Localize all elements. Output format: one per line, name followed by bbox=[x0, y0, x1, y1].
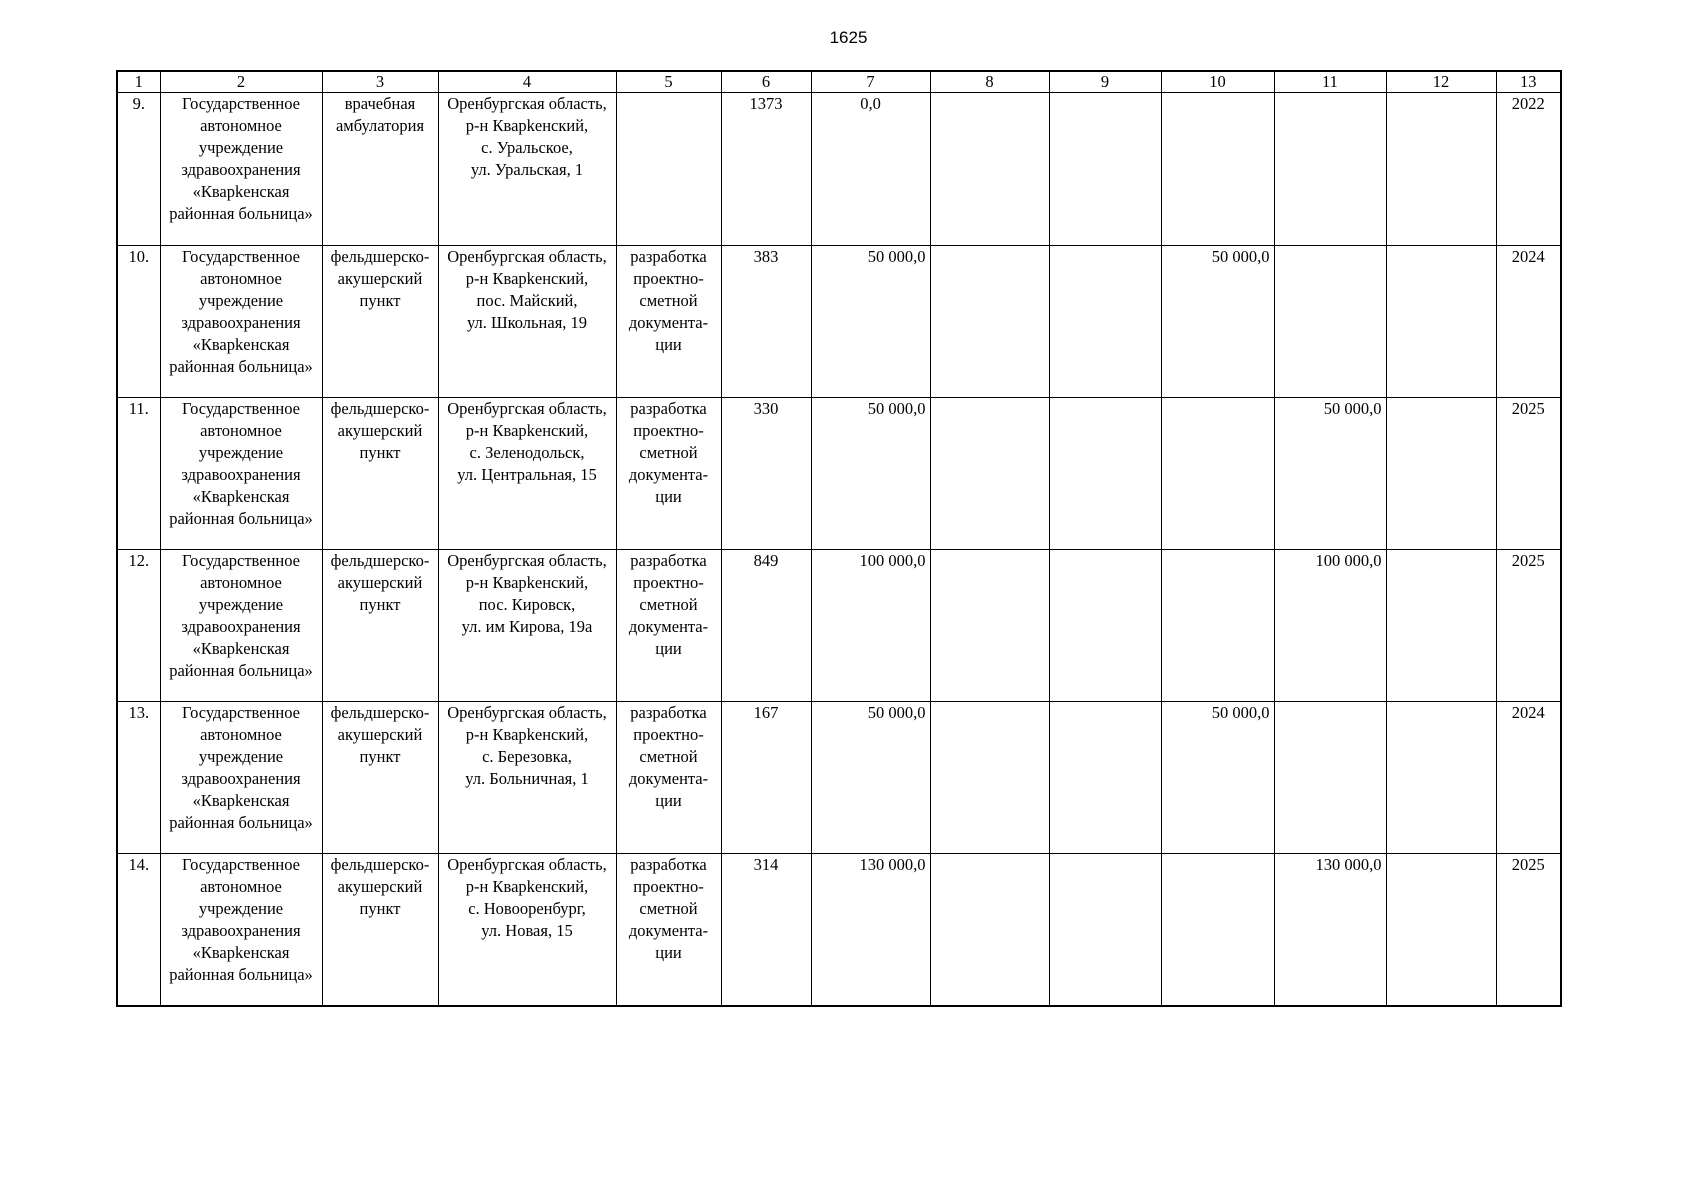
col12-cell bbox=[1386, 398, 1496, 550]
row-number: 11. bbox=[117, 398, 160, 550]
year-cell: 2022 bbox=[1496, 93, 1561, 246]
col8-cell bbox=[930, 854, 1049, 1006]
table-row bbox=[117, 246, 1561, 398]
area-cell: 849 bbox=[721, 550, 811, 702]
column-header: 3 bbox=[322, 71, 438, 93]
col12-cell bbox=[1386, 854, 1496, 1006]
col10-cell bbox=[1161, 854, 1274, 1006]
facility-type-cell: фельдшерско- акушерский пункт bbox=[322, 854, 438, 1006]
row-number: 10. bbox=[117, 246, 160, 398]
total-cell: 0,0 bbox=[811, 93, 930, 246]
area-cell: 314 bbox=[721, 854, 811, 1006]
col9-cell bbox=[1049, 550, 1161, 702]
table-row bbox=[117, 93, 1561, 246]
col8-cell bbox=[930, 93, 1049, 246]
total-cell: 50 000,0 bbox=[811, 702, 930, 854]
facility-type-cell: фельдшерско- акушерский пункт bbox=[322, 246, 438, 398]
organization-cell: Государственное автономное учреждение здравоохранения «Кварkенская районная больница» bbox=[160, 93, 322, 246]
row-number: 13. bbox=[117, 702, 160, 854]
col10-cell bbox=[1161, 93, 1274, 246]
organization-cell: Государственное автономное учреждение здравоохранения «Кварkенская районная больница» bbox=[160, 246, 322, 398]
work-type-cell: разработка проектно- сметной документа- ции bbox=[616, 246, 721, 398]
column-header: 9 bbox=[1049, 71, 1161, 93]
column-header: 6 bbox=[721, 71, 811, 93]
column-header: 12 bbox=[1386, 71, 1496, 93]
address-cell: Оренбургская область, р-н Кварkенский, пос. Майский, ул. Школьная, 19 bbox=[438, 246, 616, 398]
col8-cell bbox=[930, 246, 1049, 398]
table-row bbox=[117, 550, 1561, 702]
col10-cell: 50 000,0 bbox=[1161, 702, 1274, 854]
address-cell: Оренбургская область, р-н Кварkенский, с. Уральское, ул. Уральская, 1 bbox=[438, 93, 616, 246]
year-cell: 2024 bbox=[1496, 702, 1561, 854]
data-table bbox=[116, 70, 1562, 1007]
work-type-cell bbox=[616, 93, 721, 246]
col11-cell: 130 000,0 bbox=[1274, 854, 1386, 1006]
table-row bbox=[117, 398, 1561, 550]
column-header: 11 bbox=[1274, 71, 1386, 93]
col9-cell bbox=[1049, 93, 1161, 246]
address-cell: Оренбургская область, р-н Кварkенский, с. Зеленодольск, ул. Центральная, 15 bbox=[438, 398, 616, 550]
facility-type-cell: фельдшерско- акушерский пункт bbox=[322, 702, 438, 854]
work-type-cell: разработка проектно- сметной документа- ции bbox=[616, 854, 721, 1006]
table-row bbox=[117, 702, 1561, 854]
column-header: 2 bbox=[160, 71, 322, 93]
table-header bbox=[117, 71, 1561, 93]
total-cell: 100 000,0 bbox=[811, 550, 930, 702]
total-cell: 50 000,0 bbox=[811, 398, 930, 550]
address-cell: Оренбургская область, р-н Кварkенский, с. Березовка, ул. Больничная, 1 bbox=[438, 702, 616, 854]
col10-cell bbox=[1161, 550, 1274, 702]
col9-cell bbox=[1049, 854, 1161, 1006]
header-row bbox=[117, 71, 1561, 93]
column-header: 10 bbox=[1161, 71, 1274, 93]
area-cell: 1373 bbox=[721, 93, 811, 246]
total-cell: 130 000,0 bbox=[811, 854, 930, 1006]
col12-cell bbox=[1386, 246, 1496, 398]
column-header: 8 bbox=[930, 71, 1049, 93]
column-header: 4 bbox=[438, 71, 616, 93]
work-type-cell: разработка проектно- сметной документа- ции bbox=[616, 550, 721, 702]
address-cell: Оренбургская область, р-н Кварkенский, пос. Кировск, ул. им Кирова, 19а bbox=[438, 550, 616, 702]
col12-cell bbox=[1386, 93, 1496, 246]
row-number: 14. bbox=[117, 854, 160, 1006]
organization-cell: Государственное автономное учреждение здравоохранения «Кварkенская районная больница» bbox=[160, 398, 322, 550]
col9-cell bbox=[1049, 702, 1161, 854]
work-type-cell: разработка проектно- сметной документа- ции bbox=[616, 398, 721, 550]
col9-cell bbox=[1049, 246, 1161, 398]
work-type-cell: разработка проектно- сметной документа- ции bbox=[616, 702, 721, 854]
col8-cell bbox=[930, 398, 1049, 550]
table-row bbox=[117, 854, 1561, 1006]
column-header: 7 bbox=[811, 71, 930, 93]
year-cell: 2025 bbox=[1496, 854, 1561, 1006]
col10-cell: 50 000,0 bbox=[1161, 246, 1274, 398]
column-header: 5 bbox=[616, 71, 721, 93]
area-cell: 167 bbox=[721, 702, 811, 854]
col11-cell bbox=[1274, 246, 1386, 398]
col11-cell: 50 000,0 bbox=[1274, 398, 1386, 550]
year-cell: 2025 bbox=[1496, 398, 1561, 550]
year-cell: 2025 bbox=[1496, 550, 1561, 702]
column-header: 13 bbox=[1496, 71, 1561, 93]
organization-cell: Государственное автономное учреждение здравоохранения «Кварkенская районная больница» bbox=[160, 550, 322, 702]
organization-cell: Государственное автономное учреждение здравоохранения «Кварkенская районная больница» bbox=[160, 854, 322, 1006]
page-number: 1625 bbox=[829, 28, 868, 47]
col11-cell bbox=[1274, 702, 1386, 854]
col10-cell bbox=[1161, 398, 1274, 550]
area-cell: 330 bbox=[721, 398, 811, 550]
col12-cell bbox=[1386, 550, 1496, 702]
col12-cell bbox=[1386, 702, 1496, 854]
facility-type-cell: врачебная амбулатория bbox=[322, 93, 438, 246]
row-number: 9. bbox=[117, 93, 160, 246]
total-cell: 50 000,0 bbox=[811, 246, 930, 398]
column-header: 1 bbox=[117, 71, 160, 93]
col9-cell bbox=[1049, 398, 1161, 550]
facility-type-cell: фельдшерско- акушерский пункт bbox=[322, 550, 438, 702]
col8-cell bbox=[930, 550, 1049, 702]
col11-cell: 100 000,0 bbox=[1274, 550, 1386, 702]
year-cell: 2024 bbox=[1496, 246, 1561, 398]
row-number: 12. bbox=[117, 550, 160, 702]
address-cell: Оренбургская область, р-н Кварkенский, с. Новооренбург, ул. Новая, 15 bbox=[438, 854, 616, 1006]
col8-cell bbox=[930, 702, 1049, 854]
facility-type-cell: фельдшерско- акушерский пункт bbox=[322, 398, 438, 550]
area-cell: 383 bbox=[721, 246, 811, 398]
col11-cell bbox=[1274, 93, 1386, 246]
organization-cell: Государственное автономное учреждение здравоохранения «Кварkенская районная больница» bbox=[160, 702, 322, 854]
